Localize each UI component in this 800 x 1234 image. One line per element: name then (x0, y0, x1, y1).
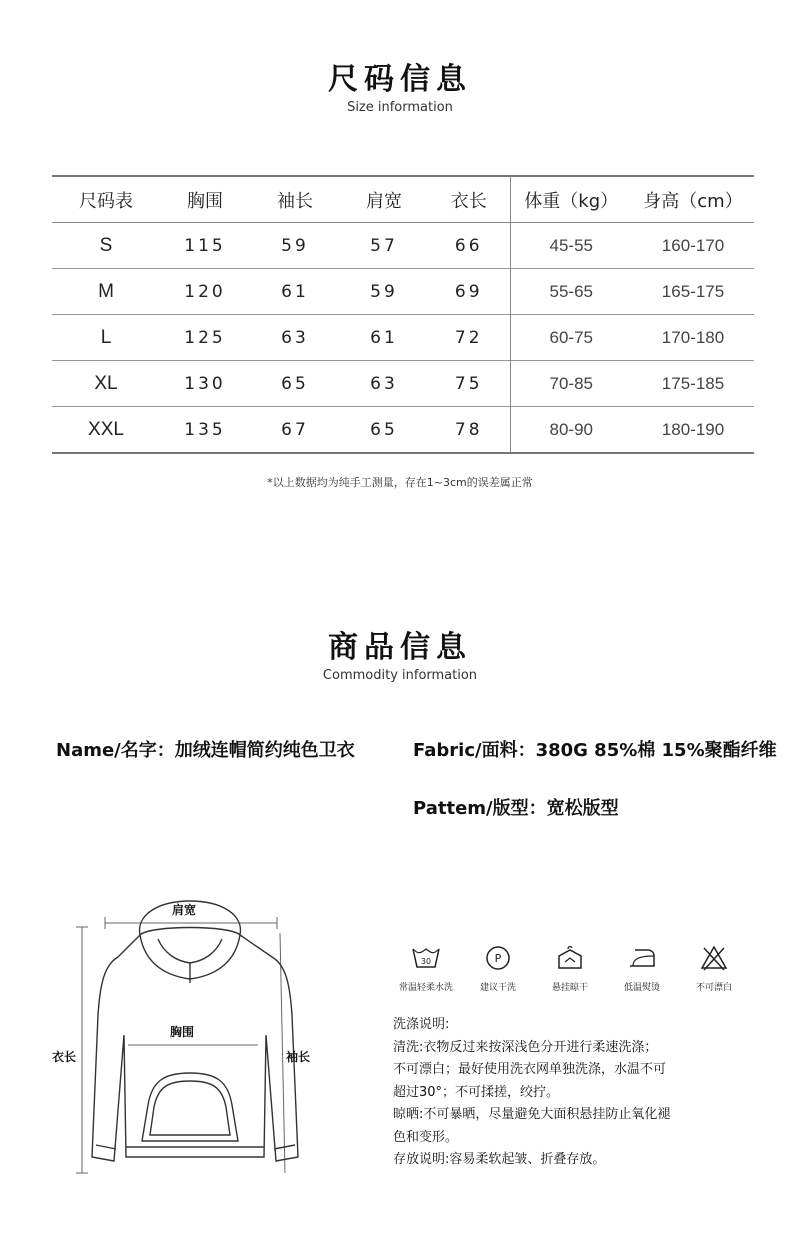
table-row (52, 361, 754, 407)
size-cell: M (98, 280, 114, 302)
weight-cell: 55-65 (510, 269, 632, 315)
product-pattern: Pattem/版型：宽松版型 (413, 798, 619, 819)
wash-line: 色和变形。 (393, 1129, 459, 1145)
size-section-subtitle: Size information (347, 100, 453, 115)
col-header-length: 衣长 (450, 190, 487, 212)
chest-cell: 130 (184, 373, 226, 394)
table-row (52, 407, 754, 454)
shoulder-cell: 57 (370, 235, 398, 256)
length-label: 衣长 (52, 1050, 77, 1064)
height-cell: 180-190 (661, 419, 725, 439)
shoulder-width-label: 肩宽 (172, 903, 197, 917)
care-item-no-bleach (678, 940, 750, 993)
sleeve-cell: 61 (281, 281, 309, 302)
wash-line: 清洗:衣物反过来按深浅色分开进行柔速洗涤； (393, 1039, 658, 1055)
sleeve-cell: 67 (281, 419, 309, 440)
hoodie-measurement-diagram (40, 895, 380, 1195)
chest-cell: 125 (184, 327, 226, 348)
hang-dry-icon (534, 940, 606, 976)
shoulder-cell: 61 (370, 327, 398, 348)
col-header-chest: 胸围 (187, 190, 223, 212)
col-header-sleeve: 袖长 (277, 190, 313, 212)
height-cell: 175-185 (661, 373, 725, 393)
care-label-wash: 常温轻柔水洗 (398, 983, 453, 993)
chest-cell: 135 (184, 419, 226, 440)
commodity-section-subtitle: Commodity information (322, 668, 478, 683)
care-label-dryclean: 建议干洗 (479, 983, 516, 993)
svg-text:30: 30 (420, 957, 432, 966)
size-cell: XL (94, 372, 118, 394)
size-section-title: 尺码信息 (328, 62, 472, 97)
care-label-no-bleach: 不可漂白 (695, 983, 732, 993)
length-cell: 75 (454, 373, 483, 394)
length-cell: 78 (454, 419, 483, 440)
care-label-hang-dry: 悬挂晾干 (551, 983, 588, 993)
care-label-iron: 低温熨烫 (623, 983, 660, 993)
washing-instructions (393, 1014, 733, 1172)
size-table (52, 175, 754, 454)
shoulder-cell: 59 (370, 281, 398, 302)
sleeve-length-label: 袖长 (286, 1050, 311, 1064)
wash-line: 不可漂白；最好使用洗衣网单独洗涤，水温不可 (393, 1062, 667, 1077)
height-cell: 165-175 (661, 281, 725, 301)
col-header-shoulder: 肩宽 (366, 190, 402, 212)
length-cell: 72 (454, 327, 483, 348)
weight-cell: 70-85 (510, 361, 632, 407)
size-cell: XXL (88, 418, 124, 440)
chest-cell: 120 (184, 281, 226, 302)
height-cell: 160-170 (661, 235, 725, 255)
sleeve-cell: 59 (281, 235, 309, 256)
weight-cell: 80-90 (510, 407, 632, 454)
care-item-iron (606, 940, 678, 993)
table-row (52, 269, 754, 315)
commodity-section-header (0, 622, 800, 683)
sleeve-cell: 63 (281, 327, 309, 348)
wash-line: 存放说明:容易柔软起皱、折叠存放。 (393, 1152, 606, 1167)
care-item-wash (390, 940, 462, 993)
commodity-section-title: 商品信息 (328, 630, 472, 665)
size-table-header-row (52, 176, 754, 223)
size-cell: S (99, 234, 113, 256)
no-bleach-icon (678, 940, 750, 976)
size-cell: L (100, 326, 112, 348)
shoulder-cell: 63 (370, 373, 398, 394)
shoulder-cell: 65 (370, 419, 398, 440)
wash-30-icon (390, 940, 462, 976)
size-section-header (0, 54, 800, 115)
table-row (52, 315, 754, 361)
care-item-dryclean (462, 940, 534, 993)
wash-line: 超过30°；不可揉搓，绞拧。 (393, 1084, 560, 1100)
sleeve-cell: 65 (281, 373, 309, 394)
length-cell: 66 (454, 235, 483, 256)
col-header-size: 尺码表 (79, 190, 133, 212)
chest-label: 胸围 (170, 1025, 195, 1039)
col-header-weight: 体重（kg） (510, 176, 632, 223)
care-item-hang-dry (534, 940, 606, 993)
dry-clean-p-icon (462, 940, 534, 976)
weight-cell: 60-75 (510, 315, 632, 361)
product-fabric: Fabric/面料：380G 85%棉 15%聚酯纤维 (413, 740, 777, 761)
col-header-height: 身高（cm） (643, 190, 743, 212)
hoodie-outline-icon (40, 895, 380, 1195)
chest-cell: 115 (184, 235, 226, 256)
iron-low-icon (606, 940, 678, 976)
product-name: Name/名字：加绒连帽简约纯色卫衣 (56, 740, 355, 761)
wash-line: 晾晒:不可暴晒，尽量避免大面积悬挂防止氧化褪 (393, 1107, 671, 1122)
svg-text:P: P (494, 952, 502, 965)
height-cell: 170-180 (661, 327, 725, 347)
table-row (52, 223, 754, 269)
length-cell: 69 (454, 281, 483, 302)
measurement-note: *以上数据均为纯手工测量，存在1~3cm的误差属正常 (267, 476, 533, 489)
care-icons-row (390, 940, 750, 993)
weight-cell: 45-55 (510, 223, 632, 269)
wash-heading: 洗涤说明: (393, 1017, 450, 1032)
